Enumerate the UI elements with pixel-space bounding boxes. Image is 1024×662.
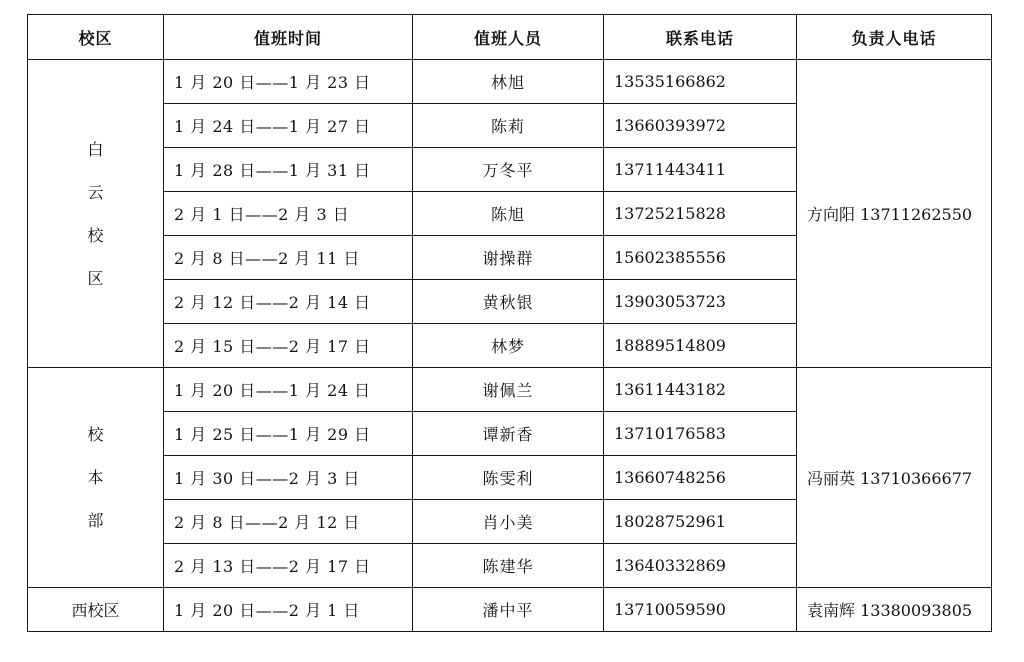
duty-person-cell: 谢佩兰 bbox=[413, 368, 604, 412]
table-row bbox=[28, 368, 992, 412]
manager-phone-cell: 冯丽英 13710366677 bbox=[797, 368, 992, 588]
campus-cell: 西校区 bbox=[28, 588, 164, 632]
manager-phone-cell: 袁南辉 13380093805 bbox=[797, 588, 992, 632]
duty-time-cell: 1 月 25 日——1 月 29 日 bbox=[164, 412, 413, 456]
duty-person-cell: 陈旭 bbox=[413, 192, 604, 236]
duty-time-cell: 2 月 15 日——2 月 17 日 bbox=[164, 324, 413, 368]
contact-phone-cell: 13611443182 bbox=[604, 368, 797, 412]
duty-time-cell: 2 月 12 日——2 月 14 日 bbox=[164, 280, 413, 324]
contact-phone-cell: 15602385556 bbox=[604, 236, 797, 280]
duty-person-cell: 万冬平 bbox=[413, 148, 604, 192]
duty-person-cell: 黄秋银 bbox=[413, 280, 604, 324]
contact-phone-cell: 13725215828 bbox=[604, 192, 797, 236]
manager-phone-cell: 方向阳 13711262550 bbox=[797, 60, 992, 368]
duty-time-cell: 1 月 30 日——2 月 3 日 bbox=[164, 456, 413, 500]
duty-person-cell: 林旭 bbox=[413, 60, 604, 104]
header-duty-person: 值班人员 bbox=[413, 15, 604, 60]
duty-time-cell: 2 月 8 日——2 月 12 日 bbox=[164, 500, 413, 544]
table-header-row bbox=[28, 15, 992, 60]
duty-schedule-table bbox=[27, 14, 992, 632]
contact-phone-cell: 18028752961 bbox=[604, 500, 797, 544]
campus-name: 白云校区 bbox=[87, 139, 104, 288]
table-row bbox=[28, 60, 992, 104]
duty-person-cell: 林梦 bbox=[413, 324, 604, 368]
duty-time-cell: 1 月 20 日——1 月 24 日 bbox=[164, 368, 413, 412]
campus-cell bbox=[28, 368, 164, 588]
duty-person-cell: 肖小美 bbox=[413, 500, 604, 544]
campus-cell bbox=[28, 60, 164, 368]
header-contact-phone: 联系电话 bbox=[604, 15, 797, 60]
duty-person-cell: 潘中平 bbox=[413, 588, 604, 632]
duty-person-cell: 谢操群 bbox=[413, 236, 604, 280]
contact-phone-cell: 13535166862 bbox=[604, 60, 797, 104]
contact-phone-cell: 13903053723 bbox=[604, 280, 797, 324]
contact-phone-cell: 13711443411 bbox=[604, 148, 797, 192]
contact-phone-cell: 13640332869 bbox=[604, 544, 797, 588]
contact-phone-cell: 13660748256 bbox=[604, 456, 797, 500]
duty-time-cell: 1 月 24 日——1 月 27 日 bbox=[164, 104, 413, 148]
table-row bbox=[28, 588, 992, 632]
duty-time-cell: 2 月 13 日——2 月 17 日 bbox=[164, 544, 413, 588]
campus-name: 校本部 bbox=[87, 425, 104, 530]
duty-time-cell: 1 月 20 日——2 月 1 日 bbox=[164, 588, 413, 632]
header-manager-phone: 负责人电话 bbox=[797, 15, 992, 60]
duty-time-cell: 1 月 20 日——1 月 23 日 bbox=[164, 60, 413, 104]
contact-phone-cell: 18889514809 bbox=[604, 324, 797, 368]
duty-person-cell: 谭新香 bbox=[413, 412, 604, 456]
duty-time-cell: 2 月 1 日——2 月 3 日 bbox=[164, 192, 413, 236]
header-duty-time: 值班时间 bbox=[164, 15, 413, 60]
contact-phone-cell: 13710059590 bbox=[604, 588, 797, 632]
duty-time-cell: 2 月 8 日——2 月 11 日 bbox=[164, 236, 413, 280]
duty-time-cell: 1 月 28 日——1 月 31 日 bbox=[164, 148, 413, 192]
contact-phone-cell: 13710176583 bbox=[604, 412, 797, 456]
duty-person-cell: 陈雯利 bbox=[413, 456, 604, 500]
contact-phone-cell: 13660393972 bbox=[604, 104, 797, 148]
duty-person-cell: 陈莉 bbox=[413, 104, 604, 148]
duty-person-cell: 陈建华 bbox=[413, 544, 604, 588]
header-campus: 校区 bbox=[28, 15, 164, 60]
